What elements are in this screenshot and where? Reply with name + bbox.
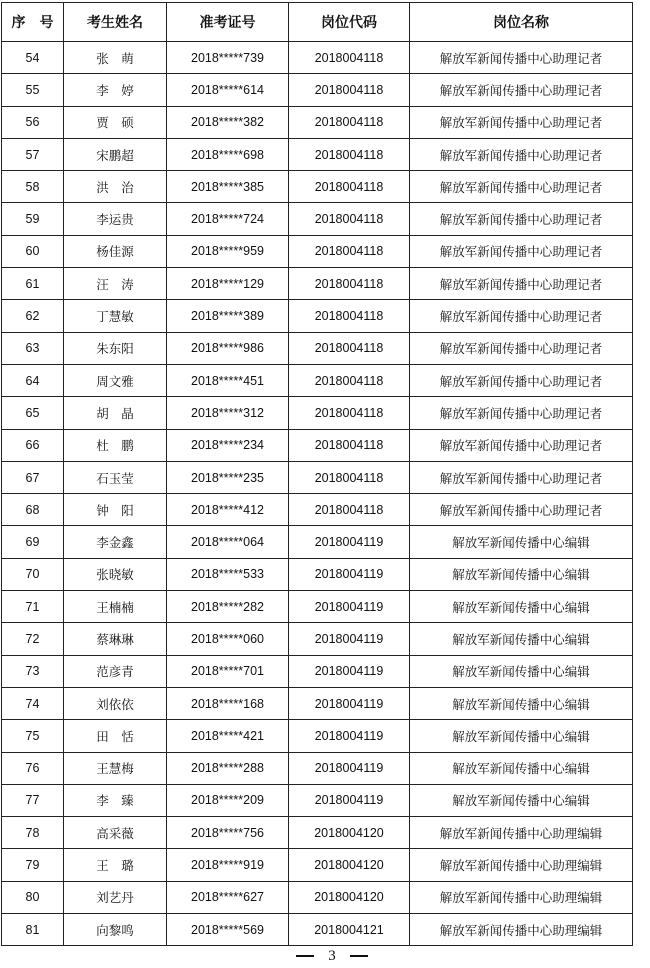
table-row xyxy=(2,881,633,913)
cell-position-name: 解放军新闻传播中心编辑 xyxy=(410,752,633,784)
cell-name: 李运贵 xyxy=(64,203,167,235)
cell-ticket-number: 2018*****627 xyxy=(167,881,289,913)
cell-position-name: 解放军新闻传播中心助理记者 xyxy=(410,106,633,138)
cell-name: 杜 鹏 xyxy=(64,429,167,461)
cell-position-code: 2018004118 xyxy=(289,138,410,170)
cell-ticket-number: 2018*****382 xyxy=(167,106,289,138)
dash-right xyxy=(350,955,368,957)
cell-position-code: 2018004119 xyxy=(289,623,410,655)
cell-name: 胡 晶 xyxy=(64,397,167,429)
cell-position-name: 解放军新闻传播中心助理记者 xyxy=(410,235,633,267)
cell-position-name: 解放军新闻传播中心助理记者 xyxy=(410,494,633,526)
cell-index: 63 xyxy=(2,332,64,364)
table-row xyxy=(2,623,633,655)
cell-position-code: 2018004118 xyxy=(289,42,410,74)
cell-index: 80 xyxy=(2,881,64,913)
cell-index: 57 xyxy=(2,138,64,170)
cell-position-code: 2018004118 xyxy=(289,332,410,364)
cell-ticket-number: 2018*****756 xyxy=(167,817,289,849)
page-footer xyxy=(0,946,650,966)
table-row xyxy=(2,138,633,170)
cell-name: 汪 涛 xyxy=(64,268,167,300)
table-row xyxy=(2,461,633,493)
cell-index: 64 xyxy=(2,364,64,396)
cell-position-code: 2018004119 xyxy=(289,526,410,558)
cell-position-name: 解放军新闻传播中心助理编辑 xyxy=(410,914,633,946)
cell-ticket-number: 2018*****312 xyxy=(167,397,289,429)
cell-name: 丁慧敏 xyxy=(64,300,167,332)
page-number: 3 xyxy=(328,947,336,964)
cell-name: 贾 硕 xyxy=(64,106,167,138)
cell-position-code: 2018004118 xyxy=(289,268,410,300)
cell-position-code: 2018004119 xyxy=(289,655,410,687)
cell-name: 王慧梅 xyxy=(64,752,167,784)
cell-ticket-number: 2018*****209 xyxy=(167,784,289,816)
cell-position-name: 解放军新闻传播中心助理编辑 xyxy=(410,849,633,881)
table-row xyxy=(2,300,633,332)
cell-position-name: 解放军新闻传播中心编辑 xyxy=(410,784,633,816)
cell-position-name: 解放军新闻传播中心助理记者 xyxy=(410,74,633,106)
cell-name: 朱东阳 xyxy=(64,332,167,364)
cell-ticket-number: 2018*****385 xyxy=(167,171,289,203)
cell-position-code: 2018004118 xyxy=(289,364,410,396)
table-row xyxy=(2,817,633,849)
cell-ticket-number: 2018*****959 xyxy=(167,235,289,267)
table-row xyxy=(2,171,633,203)
cell-position-code: 2018004118 xyxy=(289,494,410,526)
cell-index: 61 xyxy=(2,268,64,300)
dash-left xyxy=(296,955,314,957)
cell-position-code: 2018004119 xyxy=(289,591,410,623)
cell-position-code: 2018004120 xyxy=(289,881,410,913)
cell-ticket-number: 2018*****569 xyxy=(167,914,289,946)
cell-position-code: 2018004118 xyxy=(289,171,410,203)
cell-ticket-number: 2018*****421 xyxy=(167,720,289,752)
table-row xyxy=(2,203,633,235)
cell-name: 杨佳源 xyxy=(64,235,167,267)
cell-index: 59 xyxy=(2,203,64,235)
cell-index: 72 xyxy=(2,623,64,655)
cell-index: 56 xyxy=(2,106,64,138)
cell-ticket-number: 2018*****129 xyxy=(167,268,289,300)
cell-index: 67 xyxy=(2,461,64,493)
header-row xyxy=(2,3,633,42)
cell-position-name: 解放军新闻传播中心助理记者 xyxy=(410,42,633,74)
cell-index: 68 xyxy=(2,494,64,526)
cell-name: 田 恬 xyxy=(64,720,167,752)
table-header xyxy=(2,3,633,42)
cell-ticket-number: 2018*****986 xyxy=(167,332,289,364)
cell-name: 李 婷 xyxy=(64,74,167,106)
table-row xyxy=(2,106,633,138)
cell-name: 李 臻 xyxy=(64,784,167,816)
table-row xyxy=(2,687,633,719)
cell-index: 70 xyxy=(2,558,64,590)
cell-index: 69 xyxy=(2,526,64,558)
cell-index: 71 xyxy=(2,591,64,623)
cell-position-name: 解放军新闻传播中心编辑 xyxy=(410,623,633,655)
table-row xyxy=(2,397,633,429)
cell-name: 张晓敏 xyxy=(64,558,167,590)
cell-position-name: 解放军新闻传播中心助理记者 xyxy=(410,203,633,235)
cell-name: 宋鹏超 xyxy=(64,138,167,170)
cell-ticket-number: 2018*****919 xyxy=(167,849,289,881)
cell-index: 54 xyxy=(2,42,64,74)
cell-ticket-number: 2018*****060 xyxy=(167,623,289,655)
table-row xyxy=(2,364,633,396)
header-position-name: 岗位名称 xyxy=(410,3,633,42)
table-body xyxy=(2,42,633,946)
table-row xyxy=(2,784,633,816)
cell-index: 62 xyxy=(2,300,64,332)
header-position-code: 岗位代码 xyxy=(289,3,410,42)
cell-position-code: 2018004118 xyxy=(289,397,410,429)
cell-position-name: 解放军新闻传播中心助理记者 xyxy=(410,461,633,493)
cell-name: 刘依依 xyxy=(64,687,167,719)
cell-index: 76 xyxy=(2,752,64,784)
table-row xyxy=(2,526,633,558)
cell-index: 60 xyxy=(2,235,64,267)
cell-position-name: 解放军新闻传播中心编辑 xyxy=(410,655,633,687)
cell-position-code: 2018004119 xyxy=(289,752,410,784)
cell-position-code: 2018004118 xyxy=(289,300,410,332)
cell-index: 79 xyxy=(2,849,64,881)
table-row xyxy=(2,429,633,461)
cell-index: 66 xyxy=(2,429,64,461)
cell-position-name: 解放军新闻传播中心助理编辑 xyxy=(410,881,633,913)
cell-name: 王 璐 xyxy=(64,849,167,881)
cell-position-name: 解放军新闻传播中心助理记者 xyxy=(410,138,633,170)
header-index: 序 号 xyxy=(2,3,64,42)
cell-name: 范彦青 xyxy=(64,655,167,687)
cell-index: 55 xyxy=(2,74,64,106)
cell-ticket-number: 2018*****412 xyxy=(167,494,289,526)
cell-position-name: 解放军新闻传播中心助理记者 xyxy=(410,268,633,300)
cell-index: 74 xyxy=(2,687,64,719)
cell-ticket-number: 2018*****724 xyxy=(167,203,289,235)
cell-position-code: 2018004118 xyxy=(289,203,410,235)
cell-name: 石玉莹 xyxy=(64,461,167,493)
cell-name: 钟 阳 xyxy=(64,494,167,526)
table-row xyxy=(2,332,633,364)
cell-ticket-number: 2018*****698 xyxy=(167,138,289,170)
cell-position-name: 解放军新闻传播中心助理记者 xyxy=(410,332,633,364)
cell-ticket-number: 2018*****234 xyxy=(167,429,289,461)
cell-position-code: 2018004118 xyxy=(289,106,410,138)
cell-position-name: 解放军新闻传播中心助理记者 xyxy=(410,429,633,461)
cell-ticket-number: 2018*****739 xyxy=(167,42,289,74)
table-row xyxy=(2,235,633,267)
table-row xyxy=(2,74,633,106)
cell-position-name: 解放军新闻传播中心编辑 xyxy=(410,687,633,719)
cell-ticket-number: 2018*****168 xyxy=(167,687,289,719)
cell-position-name: 解放军新闻传播中心编辑 xyxy=(410,720,633,752)
cell-ticket-number: 2018*****235 xyxy=(167,461,289,493)
cell-name: 王楠楠 xyxy=(64,591,167,623)
cell-ticket-number: 2018*****451 xyxy=(167,364,289,396)
table-row xyxy=(2,752,633,784)
cell-ticket-number: 2018*****064 xyxy=(167,526,289,558)
cell-index: 81 xyxy=(2,914,64,946)
cell-index: 58 xyxy=(2,171,64,203)
cell-name: 蔡琳琳 xyxy=(64,623,167,655)
cell-index: 75 xyxy=(2,720,64,752)
cell-position-name: 解放军新闻传播中心助理记者 xyxy=(410,171,633,203)
cell-ticket-number: 2018*****282 xyxy=(167,591,289,623)
cell-name: 高采薇 xyxy=(64,817,167,849)
header-ticket-number: 准考证号 xyxy=(167,3,289,42)
cell-position-code: 2018004121 xyxy=(289,914,410,946)
cell-position-name: 解放军新闻传播中心编辑 xyxy=(410,558,633,590)
header-name: 考生姓名 xyxy=(64,3,167,42)
cell-ticket-number: 2018*****288 xyxy=(167,752,289,784)
cell-position-code: 2018004119 xyxy=(289,720,410,752)
cell-position-name: 解放军新闻传播中心编辑 xyxy=(410,526,633,558)
table-row xyxy=(2,591,633,623)
cell-position-name: 解放军新闻传播中心助理记者 xyxy=(410,300,633,332)
cell-position-code: 2018004118 xyxy=(289,461,410,493)
cell-position-code: 2018004118 xyxy=(289,74,410,106)
table-row xyxy=(2,914,633,946)
cell-name: 李金鑫 xyxy=(64,526,167,558)
cell-ticket-number: 2018*****614 xyxy=(167,74,289,106)
cell-position-code: 2018004120 xyxy=(289,817,410,849)
cell-position-name: 解放军新闻传播中心助理记者 xyxy=(410,397,633,429)
cell-name: 洪 治 xyxy=(64,171,167,203)
cell-ticket-number: 2018*****701 xyxy=(167,655,289,687)
cell-position-code: 2018004120 xyxy=(289,849,410,881)
table-row xyxy=(2,494,633,526)
cell-ticket-number: 2018*****533 xyxy=(167,558,289,590)
table-row xyxy=(2,42,633,74)
cell-position-code: 2018004119 xyxy=(289,687,410,719)
table-row xyxy=(2,849,633,881)
table-row xyxy=(2,268,633,300)
cell-index: 73 xyxy=(2,655,64,687)
table-row xyxy=(2,720,633,752)
cell-index: 78 xyxy=(2,817,64,849)
table-row xyxy=(2,655,633,687)
cell-ticket-number: 2018*****389 xyxy=(167,300,289,332)
candidate-table xyxy=(1,2,633,946)
cell-position-code: 2018004119 xyxy=(289,558,410,590)
cell-name: 向黎鸣 xyxy=(64,914,167,946)
cell-position-code: 2018004118 xyxy=(289,235,410,267)
cell-position-name: 解放军新闻传播中心助理记者 xyxy=(410,364,633,396)
cell-name: 刘艺丹 xyxy=(64,881,167,913)
cell-index: 77 xyxy=(2,784,64,816)
cell-position-code: 2018004118 xyxy=(289,429,410,461)
cell-position-name: 解放军新闻传播中心编辑 xyxy=(410,591,633,623)
cell-name: 周文雅 xyxy=(64,364,167,396)
table-row xyxy=(2,558,633,590)
cell-name: 张 萌 xyxy=(64,42,167,74)
cell-position-code: 2018004119 xyxy=(289,784,410,816)
cell-index: 65 xyxy=(2,397,64,429)
cell-position-name: 解放军新闻传播中心助理编辑 xyxy=(410,817,633,849)
